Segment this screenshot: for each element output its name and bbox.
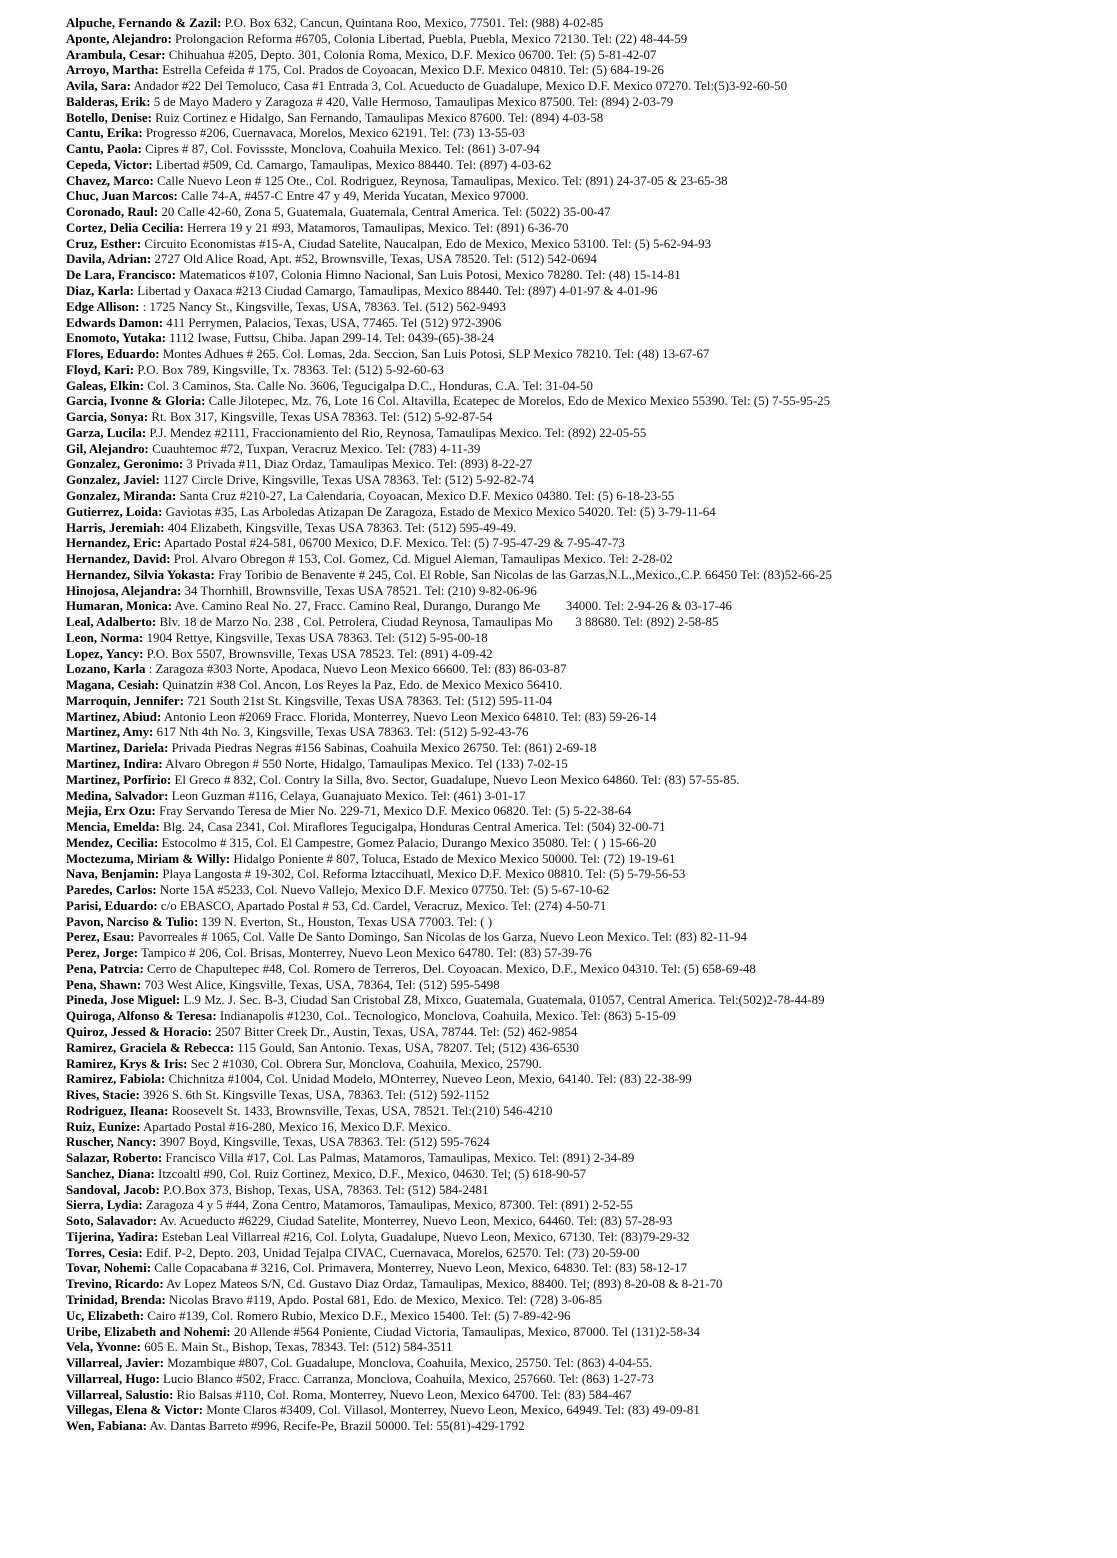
- contact-details: 2727 Old Alice Road, Apt. #52, Brownsville, Texas, USA 78520. Tel: (512) 542-0694: [151, 252, 597, 267]
- contact-details: Tampico # 206, Col. Brisas, Monterrey, Nuevo Leon Mexico 64780. Tel: (83) 57-39-76: [138, 946, 592, 961]
- contact-details: Calle Nuevo Leon # 125 Ote., Col. Rodriguez, Reynosa, Tamaulipas, Mexico. Tel: (891) 24-37-05 & 23-65-38: [153, 173, 728, 188]
- contact-details: Leon Guzman #116, Celaya, Guanajuato Mexico. Tel: (461) 3-01-17: [168, 788, 526, 803]
- list-item: [66, 237, 1103, 253]
- list-item: [66, 268, 1103, 284]
- list-item: [66, 189, 1103, 205]
- list-item: [66, 757, 1103, 773]
- list-item: [66, 1230, 1103, 1246]
- contact-name: Sanchez, Diana:: [66, 1166, 155, 1181]
- contact-name: Pena, Patrcia:: [66, 961, 144, 976]
- contact-details: Lucio Blanco #502, Fracc. Carranza, Monclova, Coahuila, Mexico, 257660. Tel: (863) 1-27-73: [159, 1371, 654, 1386]
- contact-details: Francisco Villa #17, Col. Las Palmas, Matamoros, Tamaulipas, Mexico. Tel: (891) 2-34-89: [162, 1151, 635, 1166]
- contact-name: Cruz, Esther:: [66, 236, 142, 251]
- list-item: [66, 489, 1103, 505]
- list-item: [66, 1072, 1103, 1088]
- list-item: [66, 694, 1103, 710]
- list-item: [66, 820, 1103, 836]
- contact-name: Magana, Cesiah:: [66, 678, 160, 693]
- list-item: [66, 678, 1103, 694]
- contact-name: Humaran, Monica:: [66, 599, 172, 614]
- contact-name: Hernandez, Eric:: [66, 536, 162, 551]
- contact-name: Arroyo, Martha:: [66, 63, 159, 78]
- contact-name: Soto, Salavador:: [66, 1214, 157, 1229]
- contact-details: Apartado Postal #16-280, Mexico 16, Mexico D.F. Mexico.: [140, 1119, 451, 1134]
- contact-name: Perez, Esau:: [66, 930, 135, 945]
- contact-name: Ruiz, Eunize:: [66, 1119, 141, 1134]
- list-item: [66, 883, 1103, 899]
- contact-details: Rt. Box 317, Kingsville, Texas USA 78363. Tel: (512) 5-92-87-54: [148, 410, 493, 425]
- contact-name: Villarreal, Hugo:: [66, 1371, 160, 1386]
- contact-details: Col. 3 Caminos, Sta. Calle No. 3606, Tegucigalpa D.C., Honduras, C.A. Tel: 31-04-50: [144, 378, 593, 393]
- list-item: [66, 962, 1103, 978]
- contact-details: Cairo #139, Col. Romero Rubio, Mexico D.F., Mexico 15400. Tel: (5) 7-89-42-96: [144, 1308, 571, 1323]
- list-item: [66, 158, 1103, 174]
- contact-details: Quinatzin #38 Col. Ancon, Los Reyes la Paz, Edo. de Mexico Mexico 56410.: [159, 678, 563, 693]
- contact-name: Uc, Elizabeth:: [66, 1308, 145, 1323]
- contact-name: Trevino, Ricardo:: [66, 1277, 164, 1292]
- contact-name: Arambula, Cesar:: [66, 47, 166, 62]
- list-item: [66, 16, 1103, 32]
- contact-name: Nava, Benjamin:: [66, 867, 160, 882]
- contact-name: Aponte, Alejandro:: [66, 31, 172, 46]
- list-item: [66, 252, 1103, 268]
- list-item: [66, 662, 1103, 678]
- list-item: [66, 1088, 1103, 1104]
- list-item: [66, 978, 1103, 994]
- contact-details: 411 Perrymen, Palacios, Texas, USA, 77465. Tel (512) 972-3906: [163, 315, 502, 330]
- contact-name: Wen, Fabiana:: [66, 1419, 147, 1434]
- contact-name: Parisi, Eduardo:: [66, 898, 158, 913]
- contact-name: Coronado, Raul:: [66, 205, 159, 220]
- contact-details: 1112 Iwase, Futtsu, Chiba. Japan 299-14. Tel: 0439-(65)-38-24: [166, 331, 495, 346]
- list-item: [66, 915, 1103, 931]
- list-item: [66, 1135, 1103, 1151]
- contact-details: Roosevelt St. 1433, Brownsville, Texas, USA, 78521. Tel:(210) 546-4210: [168, 1103, 553, 1118]
- contact-details: Chihuahua #205, Depto. 301, Colonia Roma, Mexico, D.F. Mexico 06700. Tel: (5) 5-81-42-07: [165, 47, 657, 62]
- contact-name: Lopez, Yancy:: [66, 646, 144, 661]
- contact-name: Ramirez, Graciela & Rebecca:: [66, 1040, 234, 1055]
- contact-name: Gonzalez, Javiel:: [66, 473, 160, 488]
- list-item: [66, 852, 1103, 868]
- list-item: [66, 505, 1103, 521]
- list-item: [66, 457, 1103, 473]
- list-item: [66, 221, 1103, 237]
- contact-details: : Zaragoza #303 Norte, Apodaca, Nuevo Leon Mexico 66600. Tel: (83) 86-03-87: [145, 662, 567, 677]
- contact-name: Garza, Lucila:: [66, 425, 147, 440]
- contact-name: Vela, Yvonne:: [66, 1340, 141, 1355]
- contact-details: Itzcoaltl #90, Col. Ruiz Cortinez, Mexico, D.F., Mexico, 04630. Tel; (5) 618-90-57: [154, 1166, 587, 1181]
- contact-details: Norte 15A #5233, Col. Nuevo Vallejo, Mexico D.F. Mexico 07750. Tel: (5) 5-67-10-62: [156, 883, 610, 898]
- contact-details: 115 Gould, San Antonio. Texas, USA, 78207. Tel; (512) 436-6530: [233, 1040, 579, 1055]
- contact-name: Rives, Stacie:: [66, 1088, 140, 1103]
- list-item: [66, 1293, 1103, 1309]
- contact-name: Chuc, Juan Marcos:: [66, 189, 178, 204]
- contact-name: Martinez, Amy:: [66, 725, 154, 740]
- list-item: [66, 1261, 1103, 1277]
- contact-details: Ave. Camino Real No. 27, Fracc. Camino Real, Durango, Durango Me 34000. Tel: 2-94-26 & 03-17-46: [171, 599, 732, 614]
- contact-details: Pavorreales # 1065, Col. Valle De Santo Domingo, San Nicolas de los Garza, Nuevo Leon Mexico. Tel: (83) 82-11-94: [134, 930, 747, 945]
- list-item: [66, 1041, 1103, 1057]
- contact-name: Ramirez, Krys & Iris:: [66, 1056, 188, 1071]
- contact-details: Nicolas Bravo #119, Apdo. Postal 681, Edo. de Mexico, Mexico. Tel: (728) 3-06-85: [165, 1293, 603, 1308]
- list-item: [66, 615, 1103, 631]
- list-item: [66, 647, 1103, 663]
- list-item: [66, 300, 1103, 316]
- contact-name: Diaz, Karla:: [66, 284, 135, 299]
- list-item: [66, 473, 1103, 489]
- list-item: [66, 1104, 1103, 1120]
- contact-name: Martinez, Indira:: [66, 756, 163, 771]
- list-item: [66, 584, 1103, 600]
- contact-details: Circuito Economistas #15-A, Ciudad Satelite, Naucalpan, Edo de Mexico, Mexico 53100. Tel: (5) 5-62-94-93: [141, 236, 712, 251]
- contact-details: 617 Nth 4th No. 3, Kingsville, Texas USA 78363. Tel: (512) 5-92-43-76: [153, 725, 529, 740]
- contact-name: Balderas, Erik:: [66, 94, 151, 109]
- list-item: [66, 631, 1103, 647]
- contact-details: 139 N. Everton, St., Houston, Texas USA 77003. Tel: ( ): [198, 914, 493, 929]
- contact-name: Mencia, Emelda:: [66, 820, 160, 835]
- contact-details: Cipres # 87, Col. Fovissste, Monclova, Coahuila Mexico. Tel: (861) 3-07-94: [141, 142, 540, 157]
- contact-name: Hinojosa, Alejandra:: [66, 583, 182, 598]
- contact-name: Moctezuma, Miriam & Willy:: [66, 851, 231, 866]
- list-item: [66, 111, 1103, 127]
- list-item: [66, 174, 1103, 190]
- contact-name: Villarreal, Javier:: [66, 1356, 165, 1371]
- contact-details: Antonio Leon #2069 Fracc. Florida, Monterrey, Nuevo Leon Mexico 64810. Tel: (83) 59-26-14: [161, 709, 657, 724]
- list-item: [66, 410, 1103, 426]
- contact-details: Gaviotas #35, Las Arboledas Atizapan De Zaragoza, Estado de Mexico Mexico 54020. Tel: (5) 3-79-11-64: [162, 504, 716, 519]
- contact-name: Edwards Damon:: [66, 315, 164, 330]
- contact-name: Ruscher, Nancy:: [66, 1135, 157, 1150]
- contact-details: Cerro de Chapultepec #48, Col. Romero de Terreros, Del. Coyoacan. Mexico, D.F., Mexico 04310. Tel: (5) 658-69-48: [143, 961, 756, 976]
- list-item: [66, 804, 1103, 820]
- list-item: [66, 993, 1103, 1009]
- list-item: [66, 63, 1103, 79]
- list-item: [66, 946, 1103, 962]
- list-item: [66, 725, 1103, 741]
- list-item: [66, 1419, 1103, 1435]
- contact-name: Trinidad, Brenda:: [66, 1293, 166, 1308]
- list-item: [66, 599, 1103, 615]
- list-item: [66, 95, 1103, 111]
- list-item: [66, 930, 1103, 946]
- list-item: [66, 1372, 1103, 1388]
- contact-details: Fray Servando Teresa de Mier No. 229-71, Mexico D.F. Mexico 06820. Tel: (5) 5-22-38-64: [155, 804, 632, 819]
- contact-details: Blv. 18 de Marzo No. 238 , Col. Petrolera, Ciudad Reynosa, Tamaulipas Mo 3 88680. Tel: (892) 2-58-85: [156, 615, 719, 630]
- list-item: [66, 1277, 1103, 1293]
- contact-name: Leal, Adalberto:: [66, 615, 157, 630]
- contact-name: Pena, Shawn:: [66, 977, 142, 992]
- contact-name: Leon, Norma:: [66, 630, 144, 645]
- contact-details: Monte Claros #3409, Col. Villasol, Monterrey, Nuevo Leon, Mexico, 64949. Tel: (83) 49-09-81: [203, 1403, 700, 1418]
- contact-name: Cepeda, Victor:: [66, 157, 153, 172]
- contact-name: Enomoto, Yutaka:: [66, 331, 167, 346]
- contact-details: Sec 2 #1030, Col. Obrera Sur, Monclova, Coahuila, Mexico, 25790.: [187, 1056, 542, 1071]
- list-item: [66, 205, 1103, 221]
- contact-name: Hernandez, Silvia Yokasta:: [66, 567, 215, 582]
- contact-name: Garcia, Ivonne & Gloria:: [66, 394, 206, 409]
- list-item: [66, 1167, 1103, 1183]
- list-item: [66, 48, 1103, 64]
- list-item: [66, 1025, 1103, 1041]
- list-item: [66, 1340, 1103, 1356]
- contact-details: P.O.Box 373, Bishop, Texas, USA, 78363. Tel: (512) 584-2481: [159, 1182, 489, 1197]
- contact-details: 605 E. Main St., Bishop, Texas, 78343. Tel: (512) 584-3511: [140, 1340, 453, 1355]
- list-item: [66, 789, 1103, 805]
- list-item: [66, 79, 1103, 95]
- contact-details: 20 Allende #564 Poniente, Ciudad Victoria, Tamaulipas, Mexico, 87000. Tel (131)2-58-34: [230, 1324, 701, 1339]
- contact-details: Blg. 24, Casa 2341, Col. Miraflores Tegucigalpa, Honduras Central America. Tel: (504) 32-00-71: [159, 820, 666, 835]
- contact-details: Progresso #206, Cuernavaca, Morelos, Mexico 62191. Tel: (73) 13-55-03: [142, 126, 525, 141]
- contact-name: Chavez, Marco:: [66, 173, 154, 188]
- contact-name: Mendez, Cecilia:: [66, 835, 159, 850]
- list-item: [66, 1403, 1103, 1419]
- contact-name: Harris, Jeremiah:: [66, 520, 165, 535]
- list-item: [66, 1057, 1103, 1073]
- contact-details: Playa Langosta # 19-302, Col. Reforma Iztaccihuatl, Mexico D.F. Mexico 08810. Tel: (5) 5-79-56-53: [159, 867, 686, 882]
- contact-details: Prol. Alvaro Obregon # 153, Col. Gomez, Cd. Miguel Aleman, Tamaulipas Mexico. Tel: 2-28-02: [170, 552, 673, 567]
- list-item: [66, 1009, 1103, 1025]
- contact-name: Torres, Cesia:: [66, 1245, 143, 1260]
- contact-details: Libertad y Oaxaca #213 Ciudad Camargo, Tamaulipas, Mexico 88440. Tel: (897) 4-01-97 & 4-01-96: [134, 284, 658, 299]
- contact-name: Floyd, Kari:: [66, 362, 135, 377]
- contact-details: P.O. Box 632, Cancun, Quintana Roo, Mexico, 77501. Tel: (988) 4-02-85: [221, 16, 604, 30]
- list-item: [66, 1356, 1103, 1372]
- contact-details: Andador #22 Del Temoluco, Casa #1 Entrada 3, Col. Acueducto de Guadalupe, Mexico D.F. Mexico 07270. Tel:(5)3-92-60-50: [130, 79, 788, 94]
- contact-details: Calle Copacabana # 3216, Col. Primavera, Monterrey, Nuevo Leon, Mexico, 64830. Tel: (83) 58-12-17: [151, 1261, 688, 1276]
- contact-name: Gonzalez, Miranda:: [66, 488, 177, 503]
- list-item: [66, 521, 1103, 537]
- contact-name: Pavon, Narciso & Tulio:: [66, 914, 199, 929]
- contact-name: Alpuche, Fernando & Zazil:: [66, 16, 222, 30]
- contact-details: 721 South 21st St. Kingsville, Texas USA 78363. Tel: (512) 595-11-04: [183, 693, 553, 708]
- list-item: [66, 1120, 1103, 1136]
- contact-name: Martinez, Porfirio:: [66, 772, 172, 787]
- contact-details: 3 Privada #11, Diaz Ordaz, Tamaulipas Mexico. Tel: (893) 8-22-27: [183, 457, 533, 472]
- contact-name: Medina, Salvador:: [66, 788, 169, 803]
- list-item: [66, 1183, 1103, 1199]
- list-item: [66, 394, 1103, 410]
- list-item: [66, 1388, 1103, 1404]
- contact-details: Matematicos #107, Colonia Himno Nacional, San Luis Potosi, Mexico 78280. Tel: (48) 15-14-81: [175, 268, 681, 283]
- list-item: [66, 347, 1103, 363]
- contact-details: L.9 Mz. J. Sec. B-3, Ciudad San Cristobal Z8, Mixco, Guatemala, Guatemala, 01057, Central America. Tel:(502)2-78-44-89: [180, 993, 825, 1008]
- contact-details: Montes Adhues # 265. Col. Lomas, 2da. Seccion, San Luis Potosi, SLP Mexico 78210. Tel: (48) 13-67-67: [159, 347, 710, 362]
- list-item: [66, 426, 1103, 442]
- contact-details: Rio Balsas #110, Col. Roma, Monterrey, Nuevo Leon, Mexico 64700. Tel: (83) 584-467: [173, 1387, 632, 1402]
- contact-name: Martinez, Dariela:: [66, 741, 169, 756]
- contact-details: Esteban Leal Villarreal #216, Col. Lolyta, Guadalupe, Nuevo Leon, Mexico, 67130. Tel: (83)79-29-32: [158, 1229, 690, 1244]
- list-item: [66, 899, 1103, 915]
- contact-name: Tovar, Nohemi:: [66, 1261, 151, 1276]
- contact-name: Uribe, Elizabeth and Nohemi:: [66, 1324, 231, 1339]
- contact-details: Alvaro Obregon # 550 Norte, Hidalgo, Tamaulipas Mexico. Tel (133) 7-02-15: [162, 756, 568, 771]
- contact-details: Av. Dantas Barreto #996, Recife-Pe, Brazil 50000. Tel: 55(81)-429-1792: [146, 1419, 525, 1434]
- list-item: [66, 552, 1103, 568]
- list-item: [66, 710, 1103, 726]
- list-item: [66, 316, 1103, 332]
- contact-details: Av Lopez Mateos S/N, Cd. Gustavo Diaz Ordaz, Tamaulipas, Mexico, 88400. Tel; (893) 8-20-08 & 8-21-70: [163, 1277, 723, 1292]
- contact-details: Prolongacion Reforma #6705, Colonia Libertad, Puebla, Puebla, Mexico 72130. Tel: (22) 48-44-59: [171, 31, 688, 46]
- contact-name: Cortez, Delia Cecilia:: [66, 220, 184, 235]
- contact-name: Quiroz, Jessed & Horacio:: [66, 1025, 212, 1039]
- list-item: [66, 379, 1103, 395]
- contact-name: Avila, Sara:: [66, 79, 131, 94]
- contact-name: Perez, Jorge:: [66, 946, 139, 961]
- list-item: [66, 1246, 1103, 1262]
- contact-details: Santa Cruz #210-27, La Calendaria, Coyoacan, Mexico D.F. Mexico 04380. Tel: (5) 6-18-23-55: [176, 488, 675, 503]
- contact-name: Pineda, Jose Miguel:: [66, 993, 181, 1008]
- contact-details: 34 Thornhill, Brownsville, Texas USA 78521. Tel: (210) 9-82-06-96: [181, 583, 537, 598]
- list-item: [66, 331, 1103, 347]
- contact-name: Gonzalez, Geronimo:: [66, 457, 184, 472]
- contact-details: 3907 Boyd, Kingsville, Texas, USA 78363. Tel: (512) 595-7624: [156, 1135, 490, 1150]
- contact-name: Ramirez, Fabiola:: [66, 1072, 166, 1087]
- contact-details: Apartado Postal #24-581, 06700 Mexico, D.F. Mexico. Tel: (5) 7-95-47-29 & 7-95-47-73: [161, 536, 625, 551]
- contact-details: Calle 74-A, #457-C Entre 47 y 49, Merida Yucatan, Mexico 97000.: [177, 189, 529, 204]
- contact-details: : 1725 Nancy St., Kingsville, Texas, USA, 78363. Tel. (512) 562-9493: [139, 299, 506, 314]
- contact-details: El Greco # 832, Col. Contry la Silla, 8vo. Sector, Guadalupe, Nuevo Leon Mexico 64860. Tel: (83) 57-55-85.: [171, 772, 740, 787]
- list-item: [66, 32, 1103, 48]
- contact-details: 1127 Circle Drive, Kingsville, Texas USA 78363. Tel: (512) 5-92-82-74: [159, 473, 535, 488]
- contact-name: Flores, Eduardo:: [66, 347, 160, 362]
- contact-details: Av. Acueducto #6229, Ciudad Satelite, Monterrey, Nuevo Leon, Mexico, 64460. Tel: (83) 57-28-93: [156, 1214, 673, 1229]
- contact-name: Sandoval, Jacob:: [66, 1182, 160, 1197]
- contact-name: Villegas, Elena & Victor:: [66, 1403, 203, 1418]
- list-item: [66, 1325, 1103, 1341]
- contact-details: Edif. P-2, Depto. 203, Unidad Tejalpa CIVAC, Cuernavaca, Morelos, 62570. Tel: (73) 20-59-00: [142, 1245, 640, 1260]
- list-item: [66, 1151, 1103, 1167]
- list-item: [66, 568, 1103, 584]
- contact-details: 1904 Rettye, Kingsville, Texas USA 78363. Tel: (512) 5-95-00-18: [143, 630, 488, 645]
- contact-details: P.O. Box 5507, Brownsville, Texas USA 78523. Tel: (891) 4-09-42: [143, 646, 493, 661]
- contact-name: Davila, Adrian:: [66, 252, 152, 267]
- contact-name: Mejia, Erx Ozu:: [66, 804, 156, 819]
- contact-details: Estrella Cefeida # 175, Col. Prados de Coyoacan, Mexico D.F. Mexico 04810. Tel: (5) 684-19-26: [158, 63, 664, 78]
- contact-name: Hernandez, David:: [66, 552, 171, 567]
- contact-name: Lozano, Karla: [66, 662, 146, 677]
- contact-details: 2507 Bitter Creek Dr., Austin, Texas, USA, 78744. Tel: (52) 462-9854: [211, 1025, 578, 1039]
- contact-name: Garcia, Sonya:: [66, 410, 149, 425]
- list-item: [66, 142, 1103, 158]
- contact-details: 3926 S. 6th St. Kingsville Texas, USA, 78363. Tel: (512) 592-1152: [139, 1088, 490, 1103]
- contact-details: Zaragoza 4 y 5 #44, Zona Centro, Matamoros, Tamaulipas, Mexico, 87300. Tel: (891) 2-52-55: [142, 1198, 633, 1213]
- list-item: [66, 442, 1103, 458]
- contact-details: P.O. Box 789, Kingsville, Tx. 78363. Tel: (512) 5-92-60-63: [134, 362, 444, 377]
- list-item: [66, 1214, 1103, 1230]
- list-item: [66, 126, 1103, 142]
- list-item: [66, 741, 1103, 757]
- contact-name: Sierra, Lydia:: [66, 1198, 143, 1213]
- contact-name: Quiroga, Alfonso & Teresa:: [66, 1009, 217, 1024]
- contact-name: Paredes, Carlos:: [66, 883, 157, 898]
- contact-name: Rodriguez, Ileana:: [66, 1103, 169, 1118]
- contact-details: 5 de Mayo Madero y Zaragoza # 420, Valle Hermoso, Tamaulipas Mexico 87500. Tel: (894) 2-03-79: [150, 94, 674, 109]
- contact-name: Cantu, Erika:: [66, 126, 143, 141]
- contact-details: 20 Calle 42-60, Zona 5, Guatemala, Guatemala, Central America. Tel: (5022) 35-00-47: [158, 205, 611, 220]
- contact-details: Estocolmo # 315, Col. El Campestre, Gomez Palacio, Durango Mexico 35080. Tel: ( ) 15-66-20: [158, 835, 657, 850]
- contact-name: Gutierrez, Loida:: [66, 504, 163, 519]
- contact-details: Libertad #509, Cd. Camargo, Tamaulipas, Mexico 88440. Tel: (897) 4-03-62: [152, 157, 552, 172]
- contact-name: Galeas, Elkin:: [66, 378, 145, 393]
- contact-details: Hidalgo Poniente # 807, Toluca, Estado de Mexico Mexico 50000. Tel: (72) 19-19-61: [230, 851, 676, 866]
- list-item: [66, 363, 1103, 379]
- contact-details: Herrera 19 y 21 #93, Matamoros, Tamaulipas, Mexico. Tel: (891) 6-36-70: [183, 220, 569, 235]
- contact-name: Martinez, Abiud:: [66, 709, 162, 724]
- contact-details: c/o EBASCO, Apartado Postal # 53, Cd. Cardel, Veracruz, Mexico. Tel: (274) 4-50-71: [157, 898, 607, 913]
- contact-name: Botello, Denise:: [66, 110, 152, 125]
- list-item: [66, 284, 1103, 300]
- list-item: [66, 1198, 1103, 1214]
- contact-details: Chichnitza #1004, Col. Unidad Modelo, MOnterrey, Nueveo Leon, Mexio, 64140. Tel: (83) 22-38-99: [165, 1072, 692, 1087]
- list-item: [66, 1309, 1103, 1325]
- contact-details: Calle Jilotepec, Mz. 76, Lote 16 Col. Altavilla, Ecatepec de Morelos, Edo de Mexico Mexico 55390. Tel: (5) 7-55-95-25: [205, 394, 831, 409]
- contact-name: De Lara, Francisco:: [66, 268, 176, 283]
- contact-details: P.J. Mendez #2111, Fraccionamiento del Rio, Reynosa, Tamaulipas Mexico. Tel: (892) 22-05-55: [146, 425, 647, 440]
- list-item: [66, 836, 1103, 852]
- contact-name: Gil, Alejandro:: [66, 441, 149, 456]
- contact-name: Villarreal, Salustio:: [66, 1387, 174, 1402]
- list-item: [66, 867, 1103, 883]
- contact-name: Marroquin, Jennifer:: [66, 693, 184, 708]
- contact-name: Edge Allison:: [66, 299, 140, 314]
- list-item: [66, 536, 1103, 552]
- contact-name: Cantu, Paola:: [66, 142, 142, 157]
- contact-details: 703 West Alice, Kingsville, Texas, USA, 78364, Tel: (512) 595-5498: [141, 977, 500, 992]
- contact-details: Mozambique #807, Col. Guadalupe, Monclova, Coahuila, Mexico, 25750. Tel: (863) 4-04-55.: [164, 1356, 653, 1371]
- list-item: [66, 773, 1103, 789]
- contact-details: Ruiz Cortinez e Hidalgo, San Fernando, Tamaulipas Mexico 87600. Tel: (894) 4-03-58: [151, 110, 604, 125]
- contact-details: 404 Elizabeth, Kingsville, Texas USA 78363. Tel: (512) 595-49-49.: [164, 520, 517, 535]
- contact-details: Cuauhtemoc #72, Tuxpan, Veracruz Mexico. Tel: (783) 4-11-39: [148, 441, 481, 456]
- contact-details: Indianapolis #1230, Col.. Tecnologico, Monclova, Coahuila, Mexico. Tel: (863) 5-15-09: [216, 1009, 676, 1024]
- contact-name: Tijerina, Yadira:: [66, 1229, 159, 1244]
- contact-name: Salazar, Roberto:: [66, 1151, 163, 1166]
- contact-directory-list: [66, 16, 1103, 1435]
- contact-details: Privada Piedras Negras #156 Sabinas, Coahuila Mexico 26750. Tel: (861) 2-69-18: [168, 741, 597, 756]
- contact-details: Fray Toribio de Benavente # 245, Col. El Roble, San Nicolas de las Garzas,N.L.,Mexico.,C.P. 66450 Tel: (83)52-66-25: [214, 567, 832, 582]
